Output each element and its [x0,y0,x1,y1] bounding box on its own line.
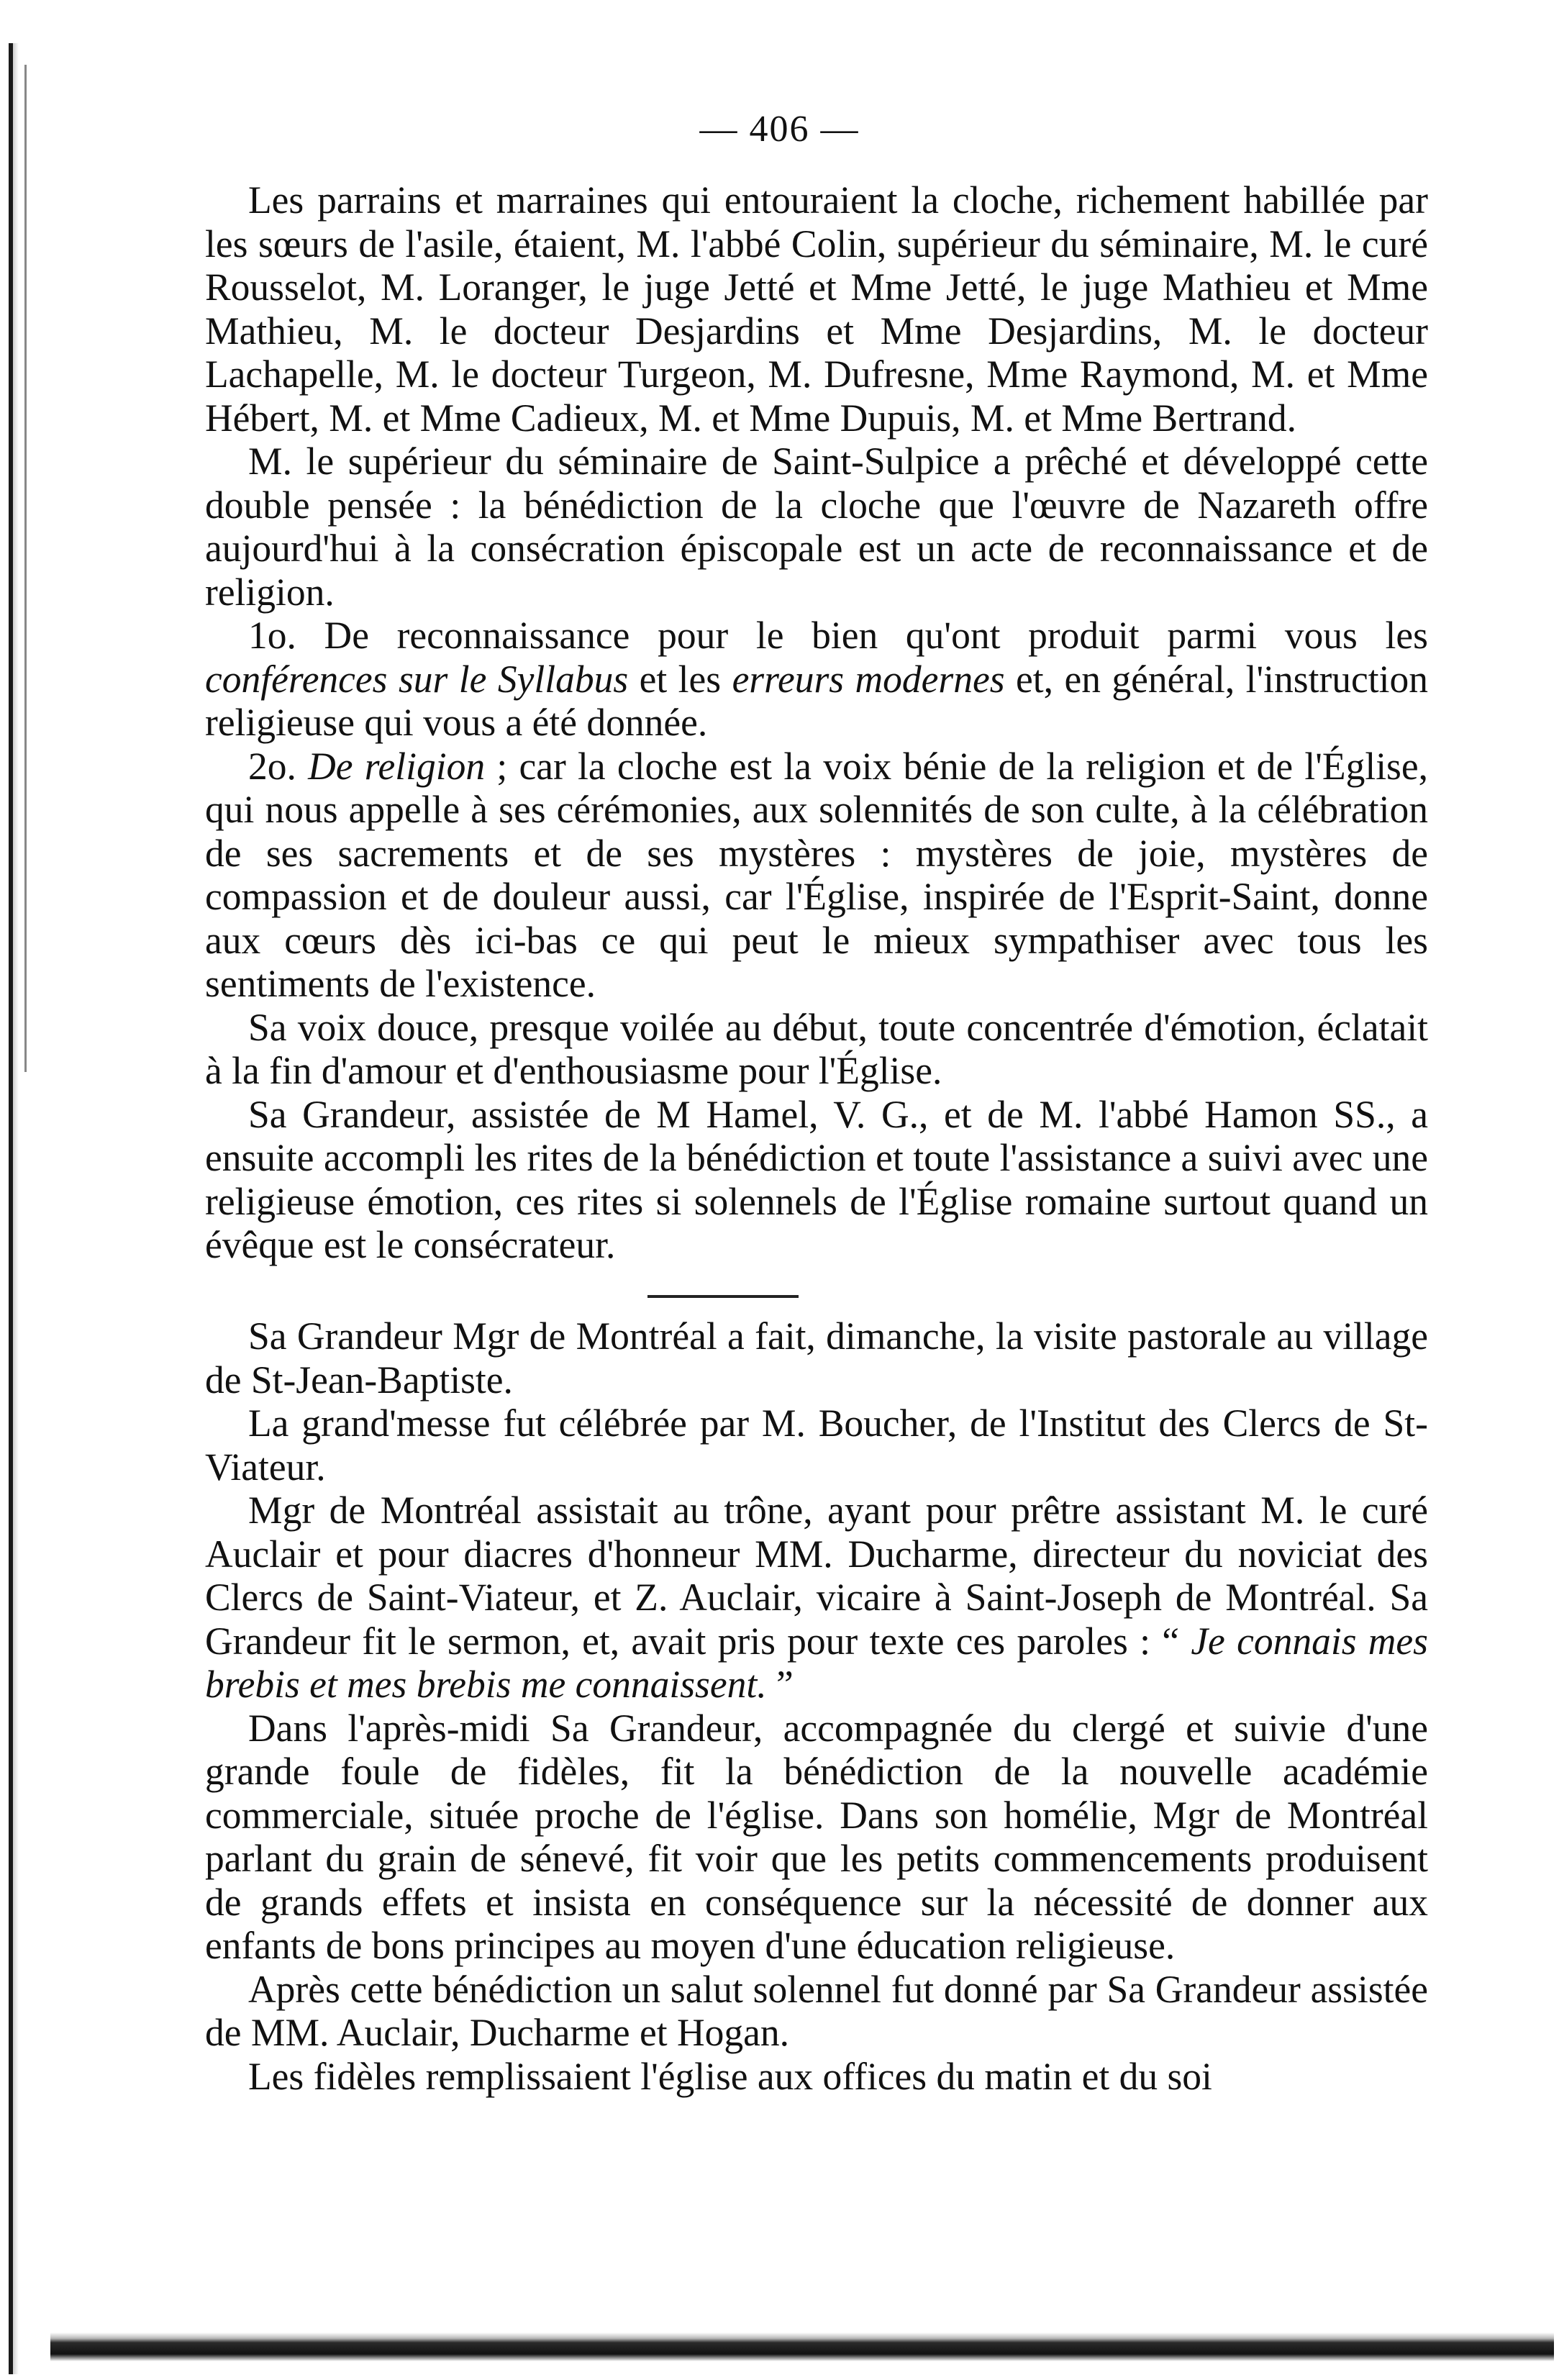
paragraph-salut: Après cette bénédiction un salut solennel fut donné par Sa Grandeur assistée de MM. Auclair, Ducharme et Hogan. [205,1967,1428,2054]
paragraph-sermon: M. le supérieur du séminaire de Saint-Sulpice a prêché et développé cette double pensée : la bénédiction de la cloche que l'œuvre de Nazareth offre aujourd'hui à la consécration épiscopale est un acte de reconnaissance et de religion. [205,440,1428,614]
paragraph-high-mass: La grand'messe fut célébrée par M. Boucher, de l'Institut des Clercs de St-Viateur. [205,1402,1428,1489]
scan-bottom-shadow [50,2333,1554,2361]
italic-phrase: conférences sur le Syllabus [205,657,629,701]
text-section-2 [205,1314,1428,2098]
paragraph-faithful: Les fidèles remplissaient l'église aux offices du matin et du soi [248,2054,1212,2098]
italic-quote: Je connais mes brebis et mes brebis me connaissent. [205,1619,1428,1706]
italic-phrase: erreurs modernes [732,657,1005,701]
section-divider [647,1295,799,1298]
page-number: — 406 — [699,109,860,150]
paragraph-reconnaissance: 1o. De reconnaissance pour le bien qu'ont produit parmi vous les conférences sur le Syllabus et les erreurs modernes et, en général, l'instruction religieuse qui vous a été donnée. [205,614,1428,744]
paragraph-pastoral-visit: Sa Grandeur Mgr de Montréal a fait, dimanche, la visite pastorale au village de St-Jean-Baptiste. [205,1314,1428,1402]
paragraph-religion: 2o. De religion ; car la cloche est la voix bénie de la religion et de l'Église, qui nous appelle à ses cérémonies, aux solennités de son culte, à la célébration de ses sacrements et de ses mystères : mystères de joie, mystères de compassion et de douleur aussi, car l'Église, inspirée de l'Esprit-Saint, donne aux cœurs dès ici-bas ce qui peut le mieux sympathiser avec tous les sentiments de l'existence. [205,744,1428,1005]
paragraph-throne: Mgr de Montréal assistait au trône, ayant pour prêtre assistant M. le curé Auclair et pour diacres d'honneur MM. Ducharme, directeur du noviciat des Clercs de Saint-Viateur, et Z. Auclair, vicaire à Saint-Joseph de Montréal. Sa Grandeur fit le sermon, et, avait pris pour texte ces paroles : “ Je connais mes brebis et mes brebis me connaissent. ” [205,1489,1428,1706]
scan-binding-shadow [9,43,19,2374]
paragraph-afternoon: Dans l'après-midi Sa Grandeur, accompagnée du clergé et suivie d'une grande foule de fidèles, fit la bénédiction de la nouvelle académie commerciale, située proche de l'église. Dans son homélie, Mgr de Montréal parlant du grain de sénevé, fit voir que les petits commencements produisent de grands effets et insista en conséquence sur la nécessité de donner aux enfants de bons principes au moyen d'une éducation religieuse. [205,1706,1428,1967]
paragraph-voice: Sa voix douce, presque voilée au début, toute concentrée d'émotion, éclatait à la fin d'amour et d'enthousiasme pour l'Église. [205,1005,1428,1092]
italic-phrase: De religion [308,744,486,788]
paragraph-godparents: Les parrains et marraines qui entouraient la cloche, richement habillée par les sœurs de l'asile, étaient, M. l'abbé Colin, supérieur du séminaire, M. le curé Rousselot, M. Loranger, le juge Jetté et Mme Jetté, le juge Mathieu et Mme Mathieu, M. le docteur Desjardins et Mme Desjardins, M. le docteur Lachapelle, M. le docteur Turgeon, M. Dufresne, Mme Raymond, M. et Mme Hébert, M. et Mme Cadieux, M. et Mme Dupuis, M. et Mme Bertrand. [205,178,1428,440]
paragraph-rites: Sa Grandeur, assistée de M Hamel, V. G., et de M. l'abbé Hamon SS., a ensuite accompli les rites de la bénédiction et toute l'assistance a suivi avec une religieuse émotion, ces rites si solennels de l'Église romaine surtout quand un évêque est le consécrateur. [205,1092,1428,1266]
scan-margin-line [24,65,27,1072]
text-section-1 [205,178,1428,1267]
